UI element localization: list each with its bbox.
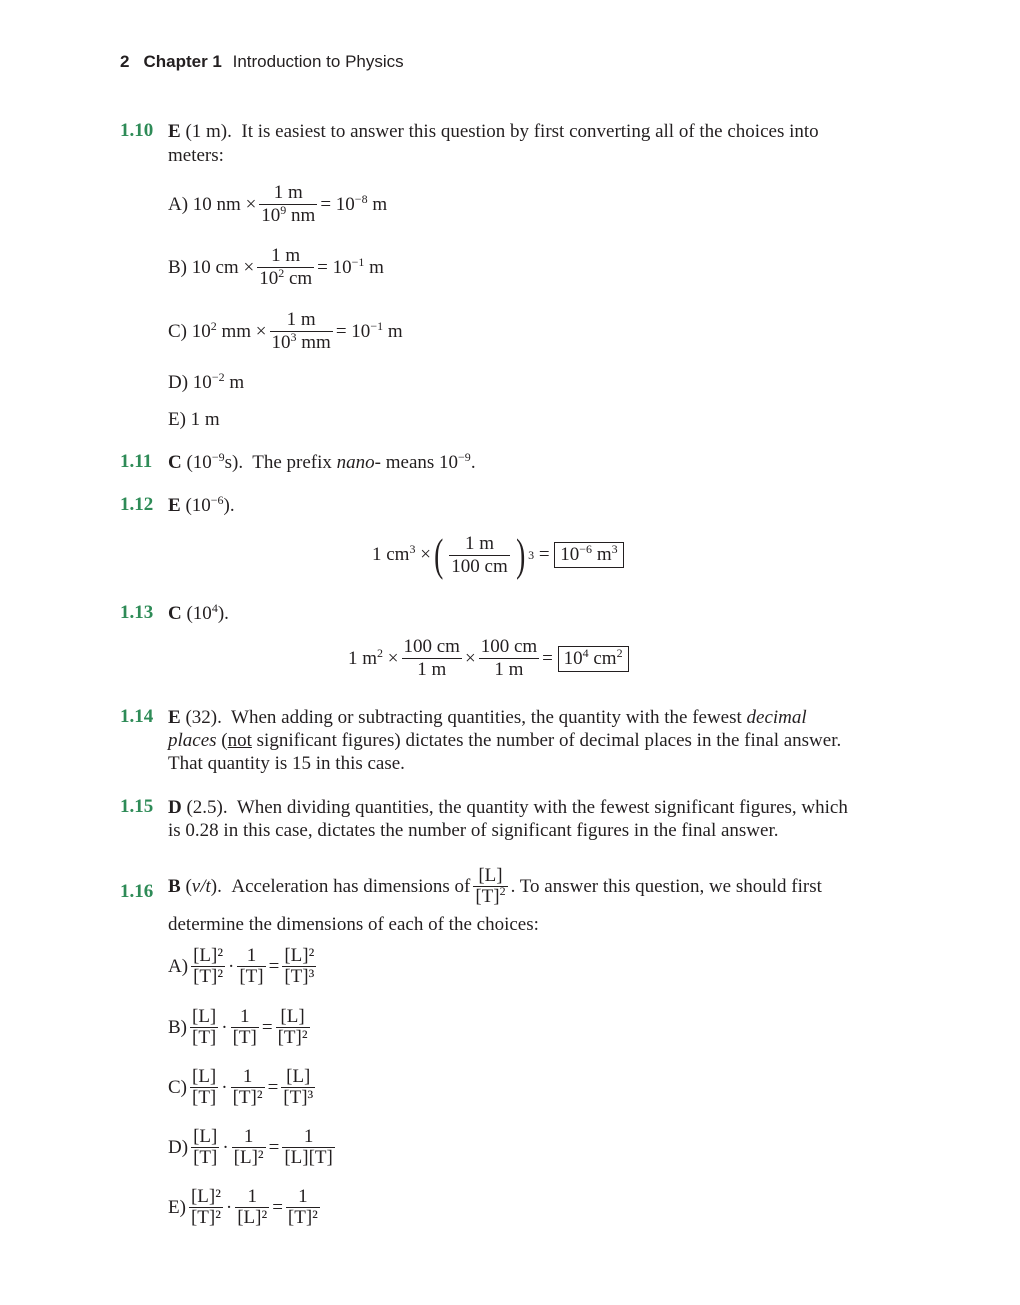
- eq-lhs: 1 $cm^3$: [372, 542, 416, 565]
- chapter-title: Introduction to Physics: [232, 52, 404, 71]
- problem-1-15-line1: D (2.5). When dividing quantities, the quantity with the fewest significant figures, which: [168, 797, 848, 818]
- equals-sign: =: [538, 544, 550, 565]
- dimension-fraction: [473, 866, 507, 907]
- frac-denominator: $10^9$ nm: [261, 203, 316, 226]
- problem-1-14-line2: places (not significant figures) dictates the number of decimal places in the final answer.: [168, 730, 842, 751]
- frac-denominator: 100 cm: [451, 555, 508, 577]
- problem-1-13-line1: [168, 602, 229, 625]
- problem-1-14-line1: E (32). When adding or subtracting quantities, the quantity with the fewest decimal: [168, 707, 807, 728]
- frac-denominator: $10^3$ mm: [271, 330, 331, 353]
- problem-text: It is easiest to answer this question by first converting all of the choices into: [241, 121, 819, 142]
- answer-letter: E: [168, 495, 181, 516]
- answer-letter: E: [168, 707, 181, 728]
- choice-1-10-d: D) $10^{-2}$ m: [168, 370, 245, 393]
- frac-denominator: $10^2$ cm: [259, 266, 313, 289]
- eq-lead: A) 10 nm ×: [168, 193, 257, 215]
- eq-lead: B) 10 cm ×: [168, 256, 255, 278]
- conversion-fraction: [270, 309, 333, 354]
- eq-lead: C) $10^2$ mm ×: [168, 318, 267, 342]
- times-sign: ×: [464, 647, 476, 669]
- choice-1-16-d: D) $\frac{[L]}{[T]}$ · $\frac{1}{\text{[L]²}}$ = $\frac{1}{[L][T]}$: [168, 1126, 333, 1168]
- problem-1-10-line2: meters:: [168, 145, 224, 166]
- answer-value: (v/t).: [185, 875, 222, 897]
- choice-1-10-e: E) 1 m: [168, 409, 220, 430]
- problem-number-1-16: 1.16: [120, 881, 154, 902]
- answer-letter: C: [168, 603, 182, 624]
- frac-denominator: $[T]^2$: [475, 884, 506, 907]
- frac-denominator: 1 m: [417, 659, 447, 680]
- answer-value: $(10^{-9}s)$.: [186, 450, 244, 473]
- frac-numerator: 100 cm: [480, 636, 538, 657]
- conversion-fraction: [449, 533, 509, 578]
- conversion-fraction: [402, 636, 462, 681]
- problem-1-14-line3: That quantity is 15 in this case.: [168, 753, 405, 774]
- frac-numerator: 100 cm: [403, 636, 460, 657]
- times-sign: ×: [387, 647, 399, 669]
- chapter-label: Chapter 1: [143, 52, 222, 71]
- choice-label: B): [168, 1016, 187, 1038]
- equals-sign: =: [542, 647, 553, 669]
- choice-label: E): [168, 1196, 186, 1218]
- frac-numerator: 1 m: [449, 533, 509, 556]
- times-sign: ×: [420, 544, 431, 565]
- problem-1-16-line1: B (v/t). Acceleration has dimensions of $\frac{[L]}{[T]^2}$ . To answer this question, we should first: [168, 865, 822, 907]
- frac-numerator: 1 m: [270, 309, 333, 332]
- problem-number-1-15: 1.15: [120, 796, 154, 817]
- eq-result: = $10^{-1}$ m: [335, 318, 403, 342]
- frac-numerator: [L]: [473, 866, 507, 887]
- left-paren: (: [434, 529, 444, 580]
- answer-letter: E: [168, 121, 181, 142]
- equation-1-12: 1 $cm^3$ × ( $\frac{1 m}{100 cm}$ ) 3 = $10^{-6}$ $m^3$: [372, 532, 624, 578]
- boxed-result: $10^{-6}$ $m^3$: [554, 542, 623, 568]
- answer-letter: B: [168, 875, 181, 897]
- answer-value: $(10^{-6})$.: [185, 493, 235, 516]
- choice-1-16-b: B) $\frac{[L]}{[T]}$ · $\frac{1}{[T]}$ = $\frac{[L]}{\text{[T]²}}$: [168, 1006, 308, 1048]
- problem-1-15-line2: is 0.28 in this case, dictates the number of significant figures in the final answer.: [168, 820, 779, 841]
- problem-number-1-11: 1.11: [120, 451, 153, 472]
- conversion-fraction: [479, 636, 539, 681]
- choice-label: C): [168, 1076, 187, 1098]
- problem-number-1-12: 1.12: [120, 494, 154, 515]
- problem-1-10-line1: [168, 120, 819, 143]
- answer-letter: D: [168, 797, 182, 818]
- answer-value: (1 m).: [185, 121, 232, 142]
- frac-numerator: 1 m: [259, 182, 317, 205]
- conversion-fraction: [259, 182, 317, 227]
- answer-value: $(10^4)$.: [186, 601, 229, 624]
- eq-result: = $10^{-1}$ m: [317, 254, 384, 278]
- choice-1-16-a: A) $\frac{\text{[L]²}}{\text{[T]²}}$ · $\frac{1}{[T]}$ = $\frac{\text{[L]²}}{\text{[T]³}}$: [168, 945, 315, 987]
- frac-numerator: 1 m: [257, 245, 314, 268]
- equation-1-10-a: [168, 182, 387, 227]
- equation-1-10-b: [168, 245, 384, 290]
- boxed-result: $10^4$ $cm^2$: [558, 646, 629, 672]
- choice-1-16-c: C) $\frac{[L]}{[T]}$ · $\frac{1}{\text{[T]²}}$ = $\frac{[L]}{\text{[T]³}}$: [168, 1066, 314, 1108]
- choice-1-16-e: E) $\frac{\text{[L]²}}{\text{[T]²}}$ · $\frac{1}{\text{[L]²}}$ = $\frac{1}{\text{[T]²}}$: [168, 1186, 318, 1228]
- conversion-fraction: [257, 245, 314, 290]
- problem-number-1-13: 1.13: [120, 602, 154, 623]
- problem-1-12-line1: [168, 494, 235, 517]
- answer-value: (32).: [185, 707, 222, 728]
- problem-1-11-line1: C $(10^{-9}s)$. The prefix nano- means $10^{-9}$.: [168, 450, 476, 473]
- problem-number-1-14: 1.14: [120, 706, 154, 727]
- problem-number-1-10: 1.10: [120, 120, 154, 141]
- eq-lhs: 1 $m^2$: [348, 645, 384, 669]
- choice-label: A): [168, 955, 189, 977]
- eq-result: = $10^{-8}$ m: [320, 191, 388, 215]
- right-paren: ): [515, 529, 525, 580]
- answer-value: (2.5).: [186, 797, 228, 818]
- equation-1-13: [348, 636, 629, 681]
- frac-denominator: 1 m: [494, 659, 524, 680]
- problem-1-16-line2: determine the dimensions of each of the choices:: [168, 914, 539, 935]
- choice-label: D): [168, 1136, 189, 1158]
- equation-1-10-c: [168, 309, 403, 354]
- page-number: 2: [120, 52, 130, 71]
- page-header: [120, 52, 404, 72]
- answer-letter: C: [168, 452, 182, 473]
